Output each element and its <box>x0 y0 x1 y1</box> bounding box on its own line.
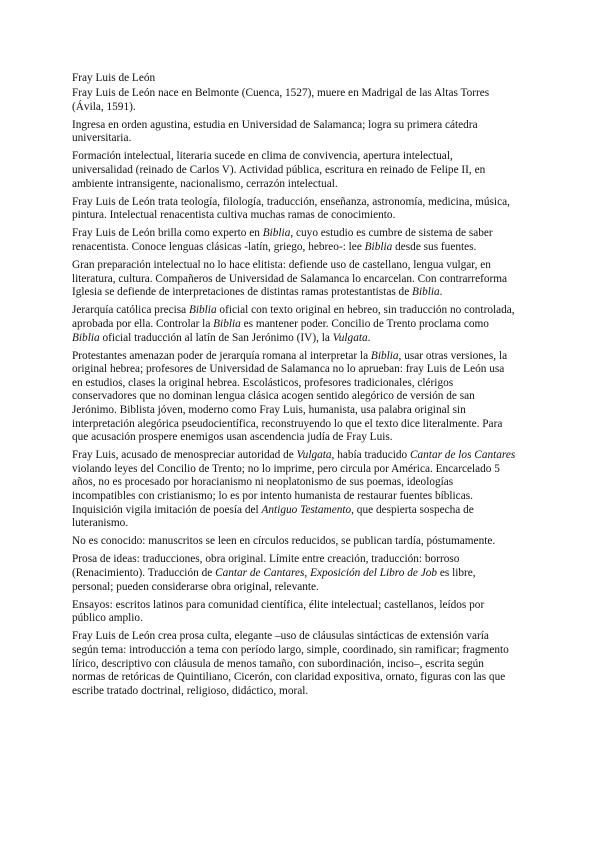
paragraph-text: Gran preparación intelectual no lo hace elitista: defiende uso de castellano, lengua vulgar, en literatura, cultura. Compañeros de Universidad de Salamanca lo encarcelan. Con contrarreforma Iglesia se defiende de interpretaciones de distintas ramas protestantistas de <box>72 259 508 299</box>
paragraph-text: , usar otras versiones, la original hebrea; profesores de Universidad de Salamanca no lo aprueban: fray Luis de León usa en estudios, clases la original hebrea. Escolásticos, profesores tradicionales, clérigos conservadores que no dominan lengua clásica acogen sentido alegórico de versión de san Jerónimo. Biblista jóven, moderno como Fray Luis, humanista, usa palabra original sin interpretación alegórica pseudocientífica, reconstruyendo lo que el texto dice literalmente. Para que acusación prospere enemigos usan ascendencia judía de Fray Luis. <box>72 349 508 444</box>
paragraph-text: , que despierta sospecha de luteranismo. <box>72 503 474 530</box>
paragraph <box>72 630 516 698</box>
italic-title: Vulgata <box>332 331 368 344</box>
paragraph <box>72 599 516 626</box>
paragraph <box>72 150 516 191</box>
paragraph-text: Fray Luis de León brilla como experto en <box>72 227 263 240</box>
paragraph <box>72 196 516 223</box>
document-title: Fray Luis de León <box>72 72 156 84</box>
paragraph-text: Ensayos: escritos latinos para comunidad científica, élite intelectual; castellanos, leídos por público amplio. <box>72 598 485 625</box>
paragraph-text: Fray Luis de León nace en Belmonte (Cuenca, 1527), muere en Madrigal de las Altas Torres (Ávila, 1591). <box>72 87 490 113</box>
paragraph <box>72 119 516 146</box>
italic-title: Biblia <box>364 240 393 253</box>
italic-title: Vulgata <box>296 449 332 462</box>
paragraph-text: . <box>439 286 443 299</box>
paragraph-text: Fray Luis de León trata teología, filología, traducción, enseñanza, astronomía, medicina, música, pintura. Intelectual renacentista cultiva muchas ramas de conocimiento. <box>72 195 510 222</box>
paragraph-text: oficial traducción al latín de San Jerónimo (IV), la <box>99 331 333 344</box>
paragraph <box>72 449 516 531</box>
paragraph <box>72 350 516 445</box>
paragraph-text: Ingresa en orden agustina, estudia en Universidad de Salamanca; logra su primera cátedra universitaria. <box>72 118 478 145</box>
italic-title: Biblia <box>213 317 241 330</box>
paragraph-text: , <box>304 567 311 579</box>
paragraph-text: oficial con texto original en hebreo, sin traducción no controlada, aprobada por ella. Controlar la <box>72 304 515 330</box>
italic-title: Biblia <box>412 286 440 299</box>
paragraph <box>72 259 516 300</box>
paragraph-text: Protestantes amenazan poder de jerarquía romana al interpretar la <box>72 349 371 362</box>
paragraph-text: , cuyo estudio es cumbre de sistema de saber renacentista. Conoce lenguas clásicas -latín, griego, hebreo-: lee <box>72 227 493 253</box>
paragraph-text: Fray Luis de León crea prosa culta, elegante –uso de cláusulas sintácticas de extensión varía según tema: introducción a tema con período largo, simple, coordinado, sin ramificar; fragmento lírico, descriptivo con cláusula de menos tamaño, con subordinación, inciso–, escrita según normas de retóricas de Quintiliano, Cicerón, con claridad expositiva, ornato, figuras con las que escribe tratado doctrinal, religioso, didáctico, moral. <box>72 630 509 697</box>
paragraph-text: Jerarquía católica precisa <box>72 304 189 317</box>
italic-title: Cantar de los Cantares <box>409 449 516 462</box>
italic-title: Cantar de Cantares <box>215 567 305 579</box>
italic-title: Biblia <box>370 349 399 362</box>
paragraph-text: violando leyes del Concilio de Trento; no lo imprime, pero circula por América. Encarcelado 5 años, no es procesado por horacianismo ni neoplatonismo de sus poemas, ideologías incompatibles con cristianismo; lo es por intento humanista de restaurar fuentes bíblicas. Inquisición vigila imitación de poesía del <box>72 462 500 516</box>
paragraph-text: . <box>367 331 371 344</box>
paragraph-text: No es conocido: manuscritos se leen en círculos reducidos, se publican tardía, póstumamente. <box>72 535 496 548</box>
italic-title: Antiguo Testamento <box>261 503 352 516</box>
italic-title: Exposición del Libro de Job <box>310 567 438 579</box>
paragraph <box>72 553 516 594</box>
paragraph-text: , había traducido <box>331 449 410 462</box>
paragraph <box>72 227 516 254</box>
paragraph-text: Prosa de ideas: traducciones, obra original. Límite entre creación, traducción: borroso (Renacimiento). Traducción de <box>72 553 460 579</box>
paragraph-text: es libre, personal; pueden considerarse obra original, relevante. <box>72 567 476 593</box>
paragraph <box>72 87 516 114</box>
italic-title: Biblia <box>72 331 100 344</box>
paragraph-text: desde sus fuentes. <box>392 240 477 253</box>
paragraph <box>72 535 516 549</box>
paragraph-text: Formación intelectual, literaria sucede en clima de convivencia, apertura intelectual, universalidad (reinado de Carlos V). Actividad pública, escritura en reinado de Felipe II, en ambiente intransigente, nacionalismo, cerrazón intelectual. <box>72 150 486 190</box>
paragraph-text: Fray Luis, acusado de menospreciar autoridad de <box>72 449 297 462</box>
italic-title: Biblia <box>262 227 291 240</box>
italic-title: Biblia <box>188 304 217 317</box>
paragraph <box>72 304 516 345</box>
paragraph-text: es mantener poder. Concilio de Trento proclama como <box>240 317 489 330</box>
document-body <box>72 87 516 698</box>
